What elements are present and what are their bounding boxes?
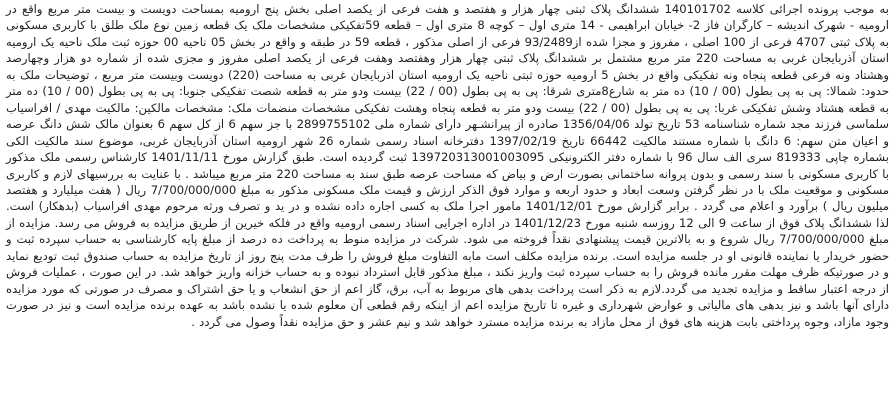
auction-notice-body: به موجب پرونده اجرائی کلاسه 140101702 ششدانگ پلاک ثبتی چهار هزار و هفتصد و هفت فرعی از یکصد اصلی بخش پنج ارومیه بمساحت دویست و بیست متر مربع واقع در ارومیه - شهرک اندیشه – کارگران فاز 2- خیابان ابراهیمی - 14 متری اول – کوچه 8 متری اول – قطعه 59تفکیکی مشخصات ملک یک قطعه زمین نوع ملک طلق با کاربری مسکونی به پلاک ثبتی 4707 فرعی از 100 اصلی ، مفروز و مجزا شده از93/2489 فرعی از اصلی مذکور ، قطعه 59 در طبقه و واقع در بخش 05 ناحیه 00 حوزه ثبت ملک ناحیه یک ارومیه استان آذربایجان غربی به مساحت 220 متر مربع مشتمل بر ششدانگ پلاک ثبتی چهار هزار وهفتصد وهفت فرعی از یکصد اصلی مفروز و مجزی شده از شماره دو هزار وچهارصد وهشتاد ونه فرعی قطعه پنجاه ونه تفکیکی واقع در بخش 5 ارومیه حوزه ثبتی ناحیه یک ارومیه استان اذربایجان غربی به مساحت (220) دویست وبیست متر مربع ، توضیحات ملک به حدود: شمالا: پی به پی بطول (00 / 10) ده متر به شارع8متری شرقا: پی به پی بطول (00 / 22) بیست ودو متر به قطعه شصت تفکیکی جنوبا: پی به پی بطول (00 / 10) ده متر به قطعه هشتاد وشش تفکیکی غربا: پی به پی بطول (00 / 22) بیست ودو متر به قطعه پنجاه وهشت تفکیکی مشخصات منضمات ملک: مشخصات مالکین: مالکیت مهدی / افراسیاب سلماسی فرزند مجد شماره شناسنامه 53 تاریخ تولد 1356/04/06 صادره از پیرانشـهر دارای شماره ملی 2899755102 با جز سهم 6 از کل سهم 6 بعنوان مالک شش دانگ عرصه و اعیان متن سهم: 6 دانگ با شماره مستند مالکیت 66442 تاریخ 1397/02/19 دفترخانه اسناد رسمی شماره 26 شهر ارومیه استان آذربایجان غربی، موضوع سند مالکیت الکی بشماره چاپی 819333 سری الف سال 96 با شماره دفتر الکترونیکی 139720313001003095 ثبت گردیده است. طبق گزارش مورخ 1401/11/11 کارشناس رسمی ملک مذکور با کاربری مسکونی با سند رسمی و بدون پروانه ساختمانی بصورت ارض و بیاض که مساحت عرصه طبق سند به مساحت 220 متر مربع میباشد . با عنایت به بررسیهای لازم و کاربری مسکونی و موقعیت ملک با در نظر گرفتن وسعت ابعاد و حدود اربعه و موارد فوق الذکر ارزش و قیمت ملک مسکونی مذکور به مبلغ 7/700/000/000 ریال ( هفت میلیارد و هفتصد میلیون ریال ) برآورد و اعلام می گردد . برابر گزارش مورخ 1401/12/01 مامور اجرا ملک به کسی اجاره داده نشده و در ید و تصرف ورثه مرحوم مهدی افراسیاب (بدهکار) است. لذا ششدانگ پلاک فوق از ساعت 9 الی 12 روزسه شنبه مورخ 1401/12/23 در اداره اجرایی اسناد رسمی ارومیه واقع در فلکه خیرین از طریق مزایده به فروش می رسد. مزایده از مبلغ 7/700/000/000 ریال شروع و به بالاترین قیمت پیشنهادی نقداً فروخته می شود. شرکت در مزایده منوط به پرداخت ده درصد از مبلغ پایه کارشناسی به حساب سپرده ثبت و حضور خریدار یا نماینده قانونی او در جلسه مزایده است. برنده مزایده مکلف است مابه التفاوت مبلغ فروش را ظرف مدت پنج روز از تاریخ مزایده به حساب صندوق ثبت تودیع نماید و در صورتیکه ظرف مهلت مقرر مانده فروش را به حساب سپرده ثبت واریز نکند ، مبلغ مذکور قابل استرداد نبوده و به حساب خزانه واریز خواهد شد. در این صورت ، عملیات فروش از درجه اعتبار ساقط و مزایده تجدید می گردد.لازم به ذکر است پرداخت بدهی های مربوط به آب، برق، گاز اعم از حق انشعاب و یا حق اشتراک و مصرف در صورتی که مورد مزایده دارای آنها باشد و نیز بدهی های مالیاتی و عوارض شهرداری و غیره تا تاریخ مزایده اعم از اینکه رقم قطعی آن معلوم شده یا نشده باشد به عهده برنده مزایده است و نیز در صورت وجود مازاد، وجوه پرداختی بابت هزینه های فوق از محل مازاد به برنده مزایده مسترد خواهد شد و نیم عشر و حق مزایده نقداً وصول می گردد .: [6, 2, 890, 329]
